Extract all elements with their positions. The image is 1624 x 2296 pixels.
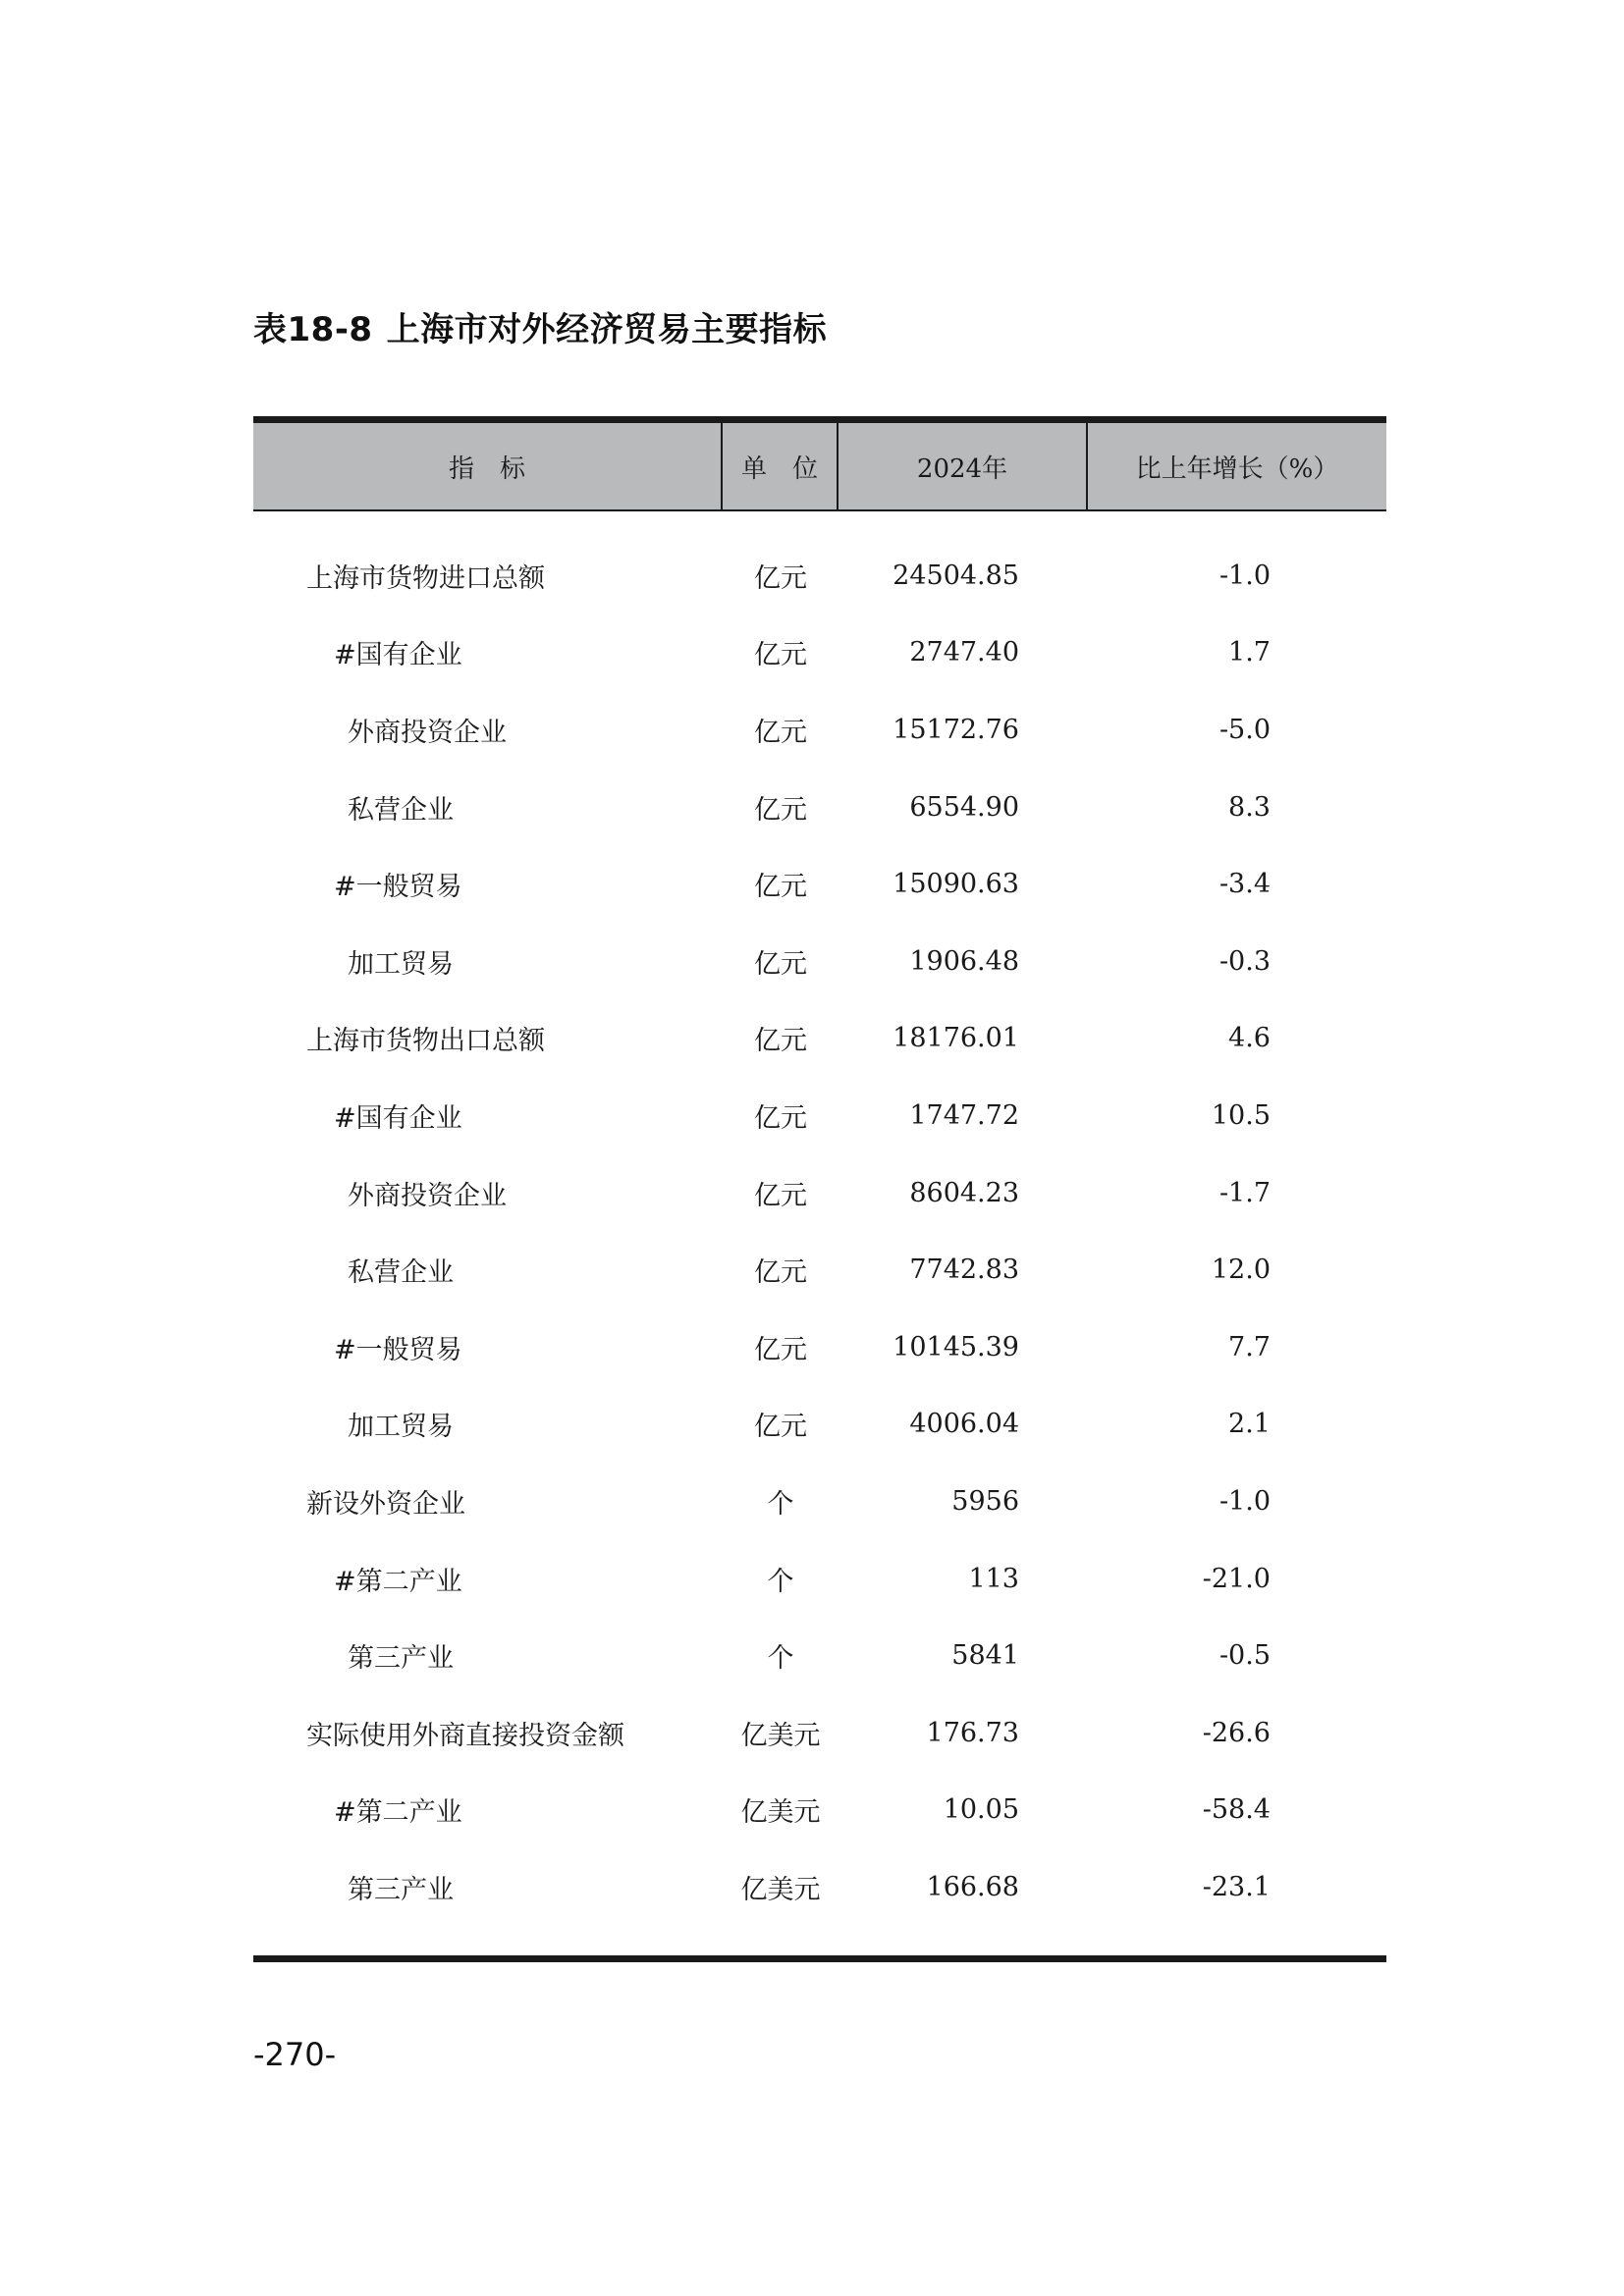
unit-cell: 亿元 <box>754 948 807 980</box>
top-rule <box>253 416 1386 423</box>
indicator-cell: 加工贸易 <box>348 948 454 980</box>
indicator-table <box>253 416 1386 1962</box>
growth-cell: -23.1 <box>1202 1871 1271 1902</box>
table-row <box>253 1540 1386 1618</box>
value-cell: 8604.23 <box>909 1177 1019 1208</box>
table-row <box>253 1231 1386 1308</box>
growth-cell: 4.6 <box>1228 1023 1271 1054</box>
growth-cell: 10.5 <box>1211 1099 1271 1131</box>
value-cell: 5841 <box>951 1640 1019 1672</box>
indicator-cell: 外商投资企业 <box>348 717 507 748</box>
unit-cell: 亿元 <box>754 794 807 826</box>
growth-cell: 1.7 <box>1228 637 1271 668</box>
unit-cell: 亿美元 <box>740 1797 821 1829</box>
header-growth: 比上年增长（%） <box>1135 454 1339 484</box>
table-title-text: 上海市对外经济贸易主要指标 <box>386 310 828 349</box>
value-cell: 24504.85 <box>893 560 1019 591</box>
header-year: 2024年 <box>839 423 1088 509</box>
table-row <box>253 769 1386 846</box>
value-cell: 113 <box>968 1563 1019 1594</box>
value-cell: 166.68 <box>926 1871 1019 1902</box>
unit-cell: 亿元 <box>754 872 807 903</box>
value-cell: 15090.63 <box>893 869 1019 900</box>
unit-cell: 亿美元 <box>740 1874 821 1905</box>
value-cell: 1906.48 <box>909 945 1019 977</box>
unit-cell: 亿元 <box>754 1026 807 1057</box>
value-cell: 176.73 <box>926 1717 1019 1748</box>
unit-cell: 个 <box>767 1488 794 1520</box>
indicator-cell: 新设外资企业 <box>306 1488 465 1520</box>
indicator-cell: 实际使用外商直接投资金额 <box>306 1720 624 1751</box>
unit-cell: 亿元 <box>754 1102 807 1134</box>
table-row <box>253 1308 1386 1386</box>
table-body <box>253 511 1386 1955</box>
unit-cell: 亿元 <box>754 640 807 671</box>
indicator-cell: #一般贸易 <box>334 1334 462 1365</box>
table-header <box>253 423 1386 511</box>
unit-cell: 亿元 <box>754 1257 807 1289</box>
indicator-cell: 第三产业 <box>348 1643 454 1675</box>
table-row <box>253 1000 1386 1078</box>
indicator-cell: #国有企业 <box>334 1102 462 1134</box>
table-row <box>253 1386 1386 1464</box>
page-number: -270- <box>253 2036 337 2073</box>
growth-cell: -1.0 <box>1218 1485 1271 1517</box>
growth-cell: 7.7 <box>1228 1331 1271 1362</box>
unit-cell: 个 <box>767 1643 794 1675</box>
indicator-cell: 加工贸易 <box>348 1412 454 1443</box>
growth-cell: -21.0 <box>1202 1563 1271 1594</box>
growth-cell: 8.3 <box>1228 791 1271 823</box>
growth-cell: 12.0 <box>1211 1255 1271 1286</box>
value-cell: 10145.39 <box>893 1331 1019 1362</box>
value-cell: 6554.90 <box>909 791 1019 823</box>
unit-cell: 亿元 <box>754 717 807 748</box>
unit-cell: 亿元 <box>754 1412 807 1443</box>
unit-cell: 亿美元 <box>740 1720 821 1751</box>
table-row <box>253 537 1386 614</box>
table-row <box>253 1848 1386 1926</box>
table-row <box>253 614 1386 692</box>
table-row <box>253 1772 1386 1849</box>
growth-cell: -1.0 <box>1218 560 1271 591</box>
growth-cell: -0.3 <box>1218 945 1271 977</box>
growth-cell: -0.5 <box>1218 1640 1271 1672</box>
indicator-cell: #第二产业 <box>334 1797 462 1829</box>
value-cell: 1747.72 <box>909 1099 1019 1131</box>
indicator-cell: 第三产业 <box>348 1874 454 1905</box>
page-title <box>253 302 827 350</box>
table-code: 表18-8 <box>253 310 373 349</box>
growth-cell: -1.7 <box>1218 1177 1271 1208</box>
growth-cell: -58.4 <box>1202 1794 1271 1826</box>
indicator-cell: 外商投资企业 <box>348 1180 507 1211</box>
bottom-rule <box>253 1955 1386 1962</box>
value-cell: 10.05 <box>943 1794 1019 1826</box>
indicator-cell: #国有企业 <box>334 640 462 671</box>
value-cell: 15172.76 <box>893 714 1019 745</box>
table-row <box>253 1694 1386 1772</box>
indicator-cell: 上海市货物进口总额 <box>306 562 545 594</box>
header-unit: 单 位 <box>723 423 839 509</box>
indicator-cell: #第二产业 <box>334 1566 462 1597</box>
unit-cell: 亿元 <box>754 562 807 594</box>
indicator-cell: #一般贸易 <box>334 872 462 903</box>
table-row <box>253 845 1386 923</box>
table-row <box>253 1077 1386 1154</box>
indicator-cell: 私营企业 <box>348 794 454 826</box>
indicator-cell: 上海市货物出口总额 <box>306 1026 545 1057</box>
table-row <box>253 1154 1386 1232</box>
table-row <box>253 1617 1386 1694</box>
value-cell: 5956 <box>951 1485 1019 1517</box>
value-cell: 4006.04 <box>909 1409 1019 1440</box>
growth-cell: -3.4 <box>1218 869 1271 900</box>
growth-cell: 2.1 <box>1228 1409 1271 1440</box>
unit-cell: 亿元 <box>754 1334 807 1365</box>
unit-cell: 个 <box>767 1566 794 1597</box>
header-indicator: 指 标 <box>253 423 723 509</box>
table-row <box>253 691 1386 769</box>
value-cell: 2747.40 <box>909 637 1019 668</box>
table-row <box>253 923 1386 1000</box>
table-row <box>253 1463 1386 1540</box>
value-cell: 7742.83 <box>909 1255 1019 1286</box>
unit-cell: 亿元 <box>754 1180 807 1211</box>
value-cell: 18176.01 <box>893 1023 1019 1054</box>
indicator-cell: 私营企业 <box>348 1257 454 1289</box>
growth-cell: -5.0 <box>1218 714 1271 745</box>
growth-cell: -26.6 <box>1202 1717 1271 1748</box>
